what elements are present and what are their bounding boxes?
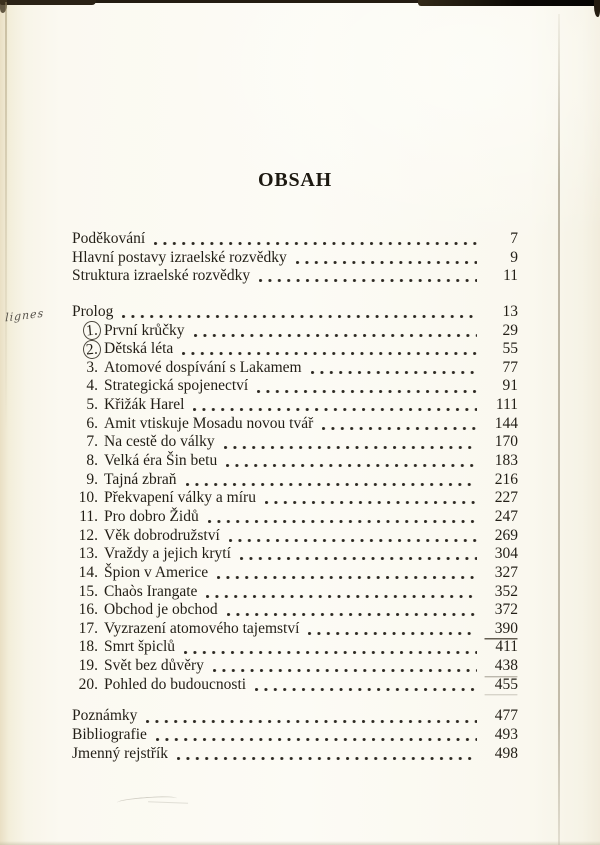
toc-row	[72, 707, 518, 726]
chapter-number: 12.	[78, 526, 98, 544]
dot-leader	[206, 508, 477, 527]
dot-leader	[255, 377, 477, 396]
toc-entry-label: Velká éra Šin betu	[104, 452, 218, 470]
dot-leader	[215, 564, 477, 583]
dot-leader	[120, 303, 477, 322]
toc-row	[72, 676, 518, 695]
dot-leader	[263, 489, 477, 508]
toc-entry-label: Chaòs Irangate	[104, 582, 198, 600]
toc-entry-label: Pro dobro Židů	[104, 507, 199, 525]
dot-leader	[144, 707, 477, 726]
chapter-number: 18.	[78, 638, 98, 656]
dot-leader	[294, 249, 477, 268]
scan-bottom-shade	[0, 841, 600, 845]
page-number: 372	[494, 601, 518, 619]
toc-row	[72, 230, 518, 249]
page-number-underlined: 438	[484, 657, 518, 676]
toc-entry-label: Struktura izraelské rozvědky	[72, 267, 251, 285]
toc-row	[72, 657, 518, 676]
dot-leader	[306, 620, 477, 639]
page-number: 29	[502, 321, 518, 339]
toc-entry-label: Svět bez důvěry	[104, 657, 204, 675]
toc-back-matter-section	[72, 707, 518, 763]
toc-entry-label: Hlavní postavy izraelské rozvědky	[72, 248, 287, 266]
toc-row	[72, 726, 518, 745]
chapter-number: 13.	[78, 545, 98, 563]
toc-row	[72, 620, 518, 639]
toc-entry-label: Poděkování	[72, 230, 146, 247]
page-number: 269	[494, 526, 518, 544]
dot-leader	[253, 676, 477, 695]
toc-entry-label: Bibliografie	[72, 726, 147, 744]
toc-entry-label: Prolog	[72, 302, 114, 320]
handwritten-margin-note: lignes	[5, 306, 45, 325]
chapter-number: 15.	[78, 582, 98, 600]
toc-row	[72, 489, 518, 508]
chapter-number: 16.	[78, 601, 98, 619]
dot-leader	[180, 340, 477, 359]
chapter-number: 11.	[79, 507, 98, 525]
dot-leader	[320, 415, 477, 434]
page-number: 477	[494, 707, 518, 725]
toc-entry-label: Křižák Harel	[104, 396, 185, 414]
toc-row	[72, 601, 518, 620]
dot-leader	[182, 638, 477, 657]
toc-entry-label: Jmenný rejstřík	[72, 744, 168, 762]
dot-leader	[192, 322, 477, 341]
toc-row	[72, 638, 518, 657]
dot-leader	[224, 452, 477, 471]
page-number-underlined: 455	[484, 676, 518, 695]
toc-entry-label: Věk dobrodružství	[104, 526, 220, 544]
toc-entry-label: Tajná zbraň	[104, 470, 177, 488]
chapter-number: 3.	[86, 358, 98, 376]
toc-entry-label: Dětská léta	[104, 340, 174, 358]
dot-leader	[222, 433, 477, 452]
page-number: 498	[494, 744, 518, 762]
page-number: 11	[503, 267, 518, 285]
toc-row	[72, 452, 518, 471]
toc-row	[72, 545, 518, 564]
dot-leader	[211, 657, 477, 676]
toc-chapters-section	[72, 303, 518, 694]
chapter-number-circled	[72, 322, 98, 341]
page-number: 247	[494, 507, 518, 525]
page-number: 227	[494, 489, 518, 507]
page-number: 411	[495, 638, 518, 656]
chapter-number: 7.	[86, 433, 98, 451]
toc-entry-label: Atomové dospívání s Lakamem	[104, 358, 302, 376]
dot-leader	[309, 359, 477, 378]
toc-entry-label: Pohled do budoucnosti	[104, 675, 247, 693]
toc-front-matter-section	[72, 230, 518, 286]
page-number-underlined: 390	[484, 620, 518, 639]
page-number: 55	[502, 340, 518, 358]
chapter-number: 9.	[86, 470, 98, 488]
dot-leader	[227, 527, 477, 546]
toc-entry-label: První krůčky	[104, 321, 185, 339]
toc-row	[72, 340, 518, 359]
toc-entry-label: Vyzrazení atomového tajemství	[104, 619, 300, 637]
dot-leader	[152, 230, 477, 249]
dot-leader	[257, 267, 477, 286]
toc-row	[72, 508, 518, 527]
dot-leader	[175, 745, 477, 764]
toc-entry-label: Strategická spojenectví	[104, 377, 249, 395]
page-number: 7	[510, 230, 518, 247]
toc-row	[72, 583, 518, 602]
dot-leader	[154, 726, 477, 745]
page-number: 304	[494, 545, 518, 563]
toc-row	[72, 359, 518, 378]
chapter-number: 6.	[86, 414, 98, 432]
toc-entry-label: Špion v Americe	[104, 563, 209, 581]
chapter-number: 5.	[86, 396, 98, 414]
page-number: 493	[494, 726, 518, 744]
chapter-number: 10.	[78, 489, 98, 507]
toc-row	[72, 377, 518, 396]
toc-entry-label: Na cestě do války	[104, 433, 215, 451]
chapter-number: 8.	[86, 452, 98, 470]
toc-entry-label: Překvapení války a míru	[104, 489, 256, 507]
toc-row	[72, 433, 518, 452]
dot-leader	[238, 545, 477, 564]
handwritten-circle-annotation: 1.	[83, 320, 102, 340]
toc-row	[72, 564, 518, 583]
dot-leader	[184, 471, 478, 490]
dot-leader	[204, 583, 477, 602]
page-title: OBSAH	[257, 169, 333, 191]
dot-leader	[225, 601, 477, 620]
page-number: 183	[494, 452, 518, 470]
chapter-number: 20.	[78, 675, 98, 693]
handwritten-circle-annotation: 2.	[83, 339, 102, 359]
chapter-number: 4.	[86, 377, 98, 395]
toc-row	[72, 471, 518, 490]
page-number: 13	[502, 302, 518, 320]
chapter-number-circled	[72, 340, 98, 359]
toc-entry-label: Obchod je obchod	[104, 601, 218, 619]
page-number: 77	[502, 358, 518, 376]
toc-row	[72, 322, 518, 341]
toc-row	[72, 396, 518, 415]
toc-row	[72, 527, 518, 546]
page-number: 170	[494, 433, 518, 451]
dot-leader	[191, 396, 477, 415]
page-number: 144	[494, 414, 518, 432]
toc-row	[72, 303, 518, 322]
page-number: 352	[494, 582, 518, 600]
toc-entry-label: Amit vtiskuje Mosadu novou tvář	[104, 414, 314, 432]
toc-entry-label: Vraždy a jejich krytí	[104, 545, 231, 563]
chapter-number: 19.	[78, 657, 98, 675]
page-number: 216	[494, 470, 518, 488]
toc-row	[72, 415, 518, 434]
chapter-number: 14.	[78, 563, 98, 581]
page-number: 9	[510, 248, 518, 266]
page-number: 111	[495, 396, 518, 414]
toc-row	[72, 745, 518, 764]
page-number: 327	[494, 563, 518, 581]
chapter-number: 17.	[78, 619, 98, 637]
page-number: 91	[502, 377, 518, 395]
pencil-smudge	[148, 801, 188, 807]
toc-entry-label: Smrt špiclů	[104, 638, 176, 656]
toc-row	[72, 249, 518, 268]
toc-row	[72, 267, 518, 286]
toc-entry-label: Poznámky	[72, 707, 138, 725]
